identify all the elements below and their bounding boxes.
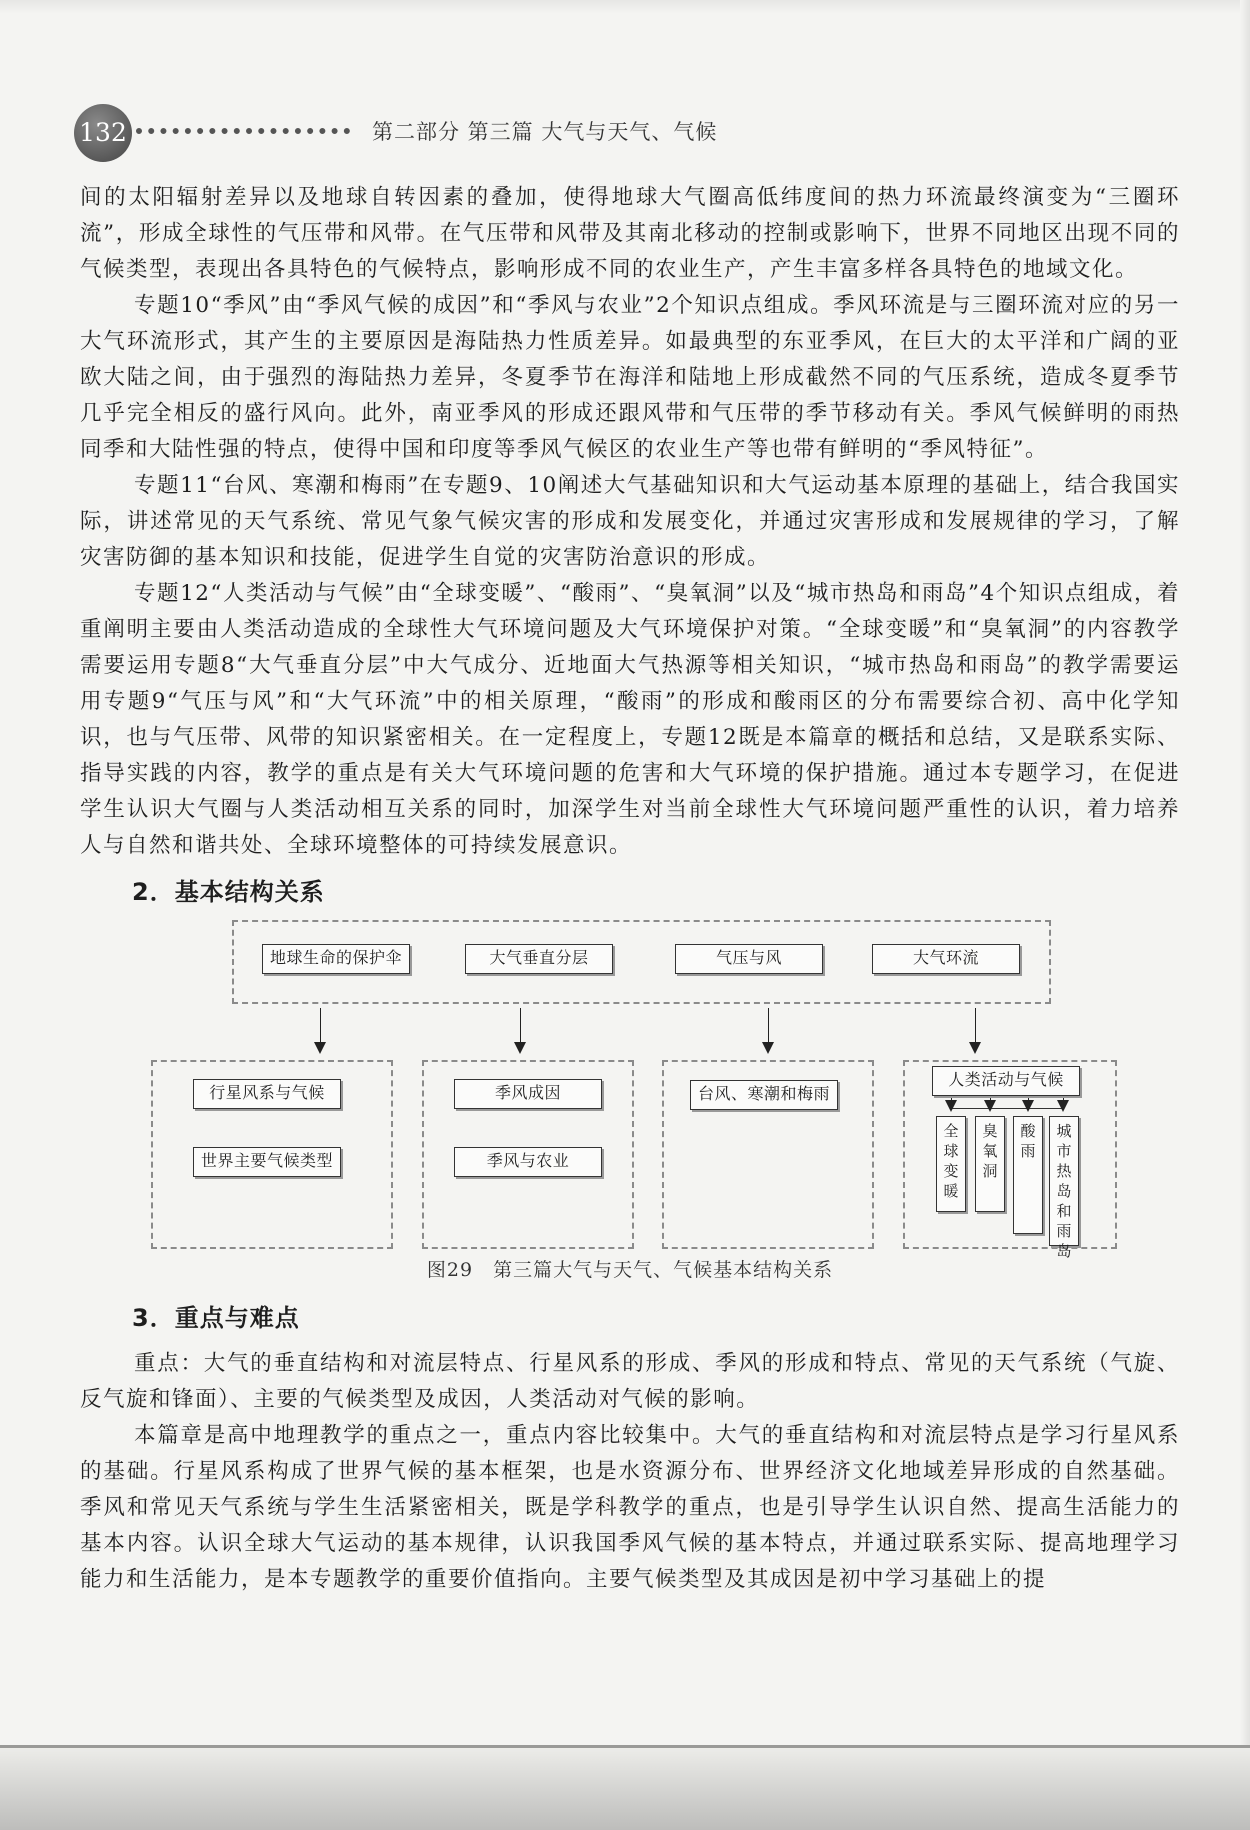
box-world-climate-types: 世界主要气候类型 [193,1147,341,1177]
section-2-heading: 2．基本结构关系 [132,878,325,906]
arrow-acid-rain [1028,1098,1029,1110]
vbox-urban-island [1049,1116,1079,1260]
label-urban-island: 城市热岛和雨岛 [1056,1122,1072,1260]
connector-line [951,1108,1063,1109]
arrow-global-warming [951,1098,952,1110]
arrow-1 [320,1008,321,1052]
vbox-ozone [975,1116,1005,1212]
label-ozone: 臭氧洞 [982,1122,998,1180]
page-number: 132 [74,104,132,162]
arrow-4 [975,1008,976,1052]
box-monsoon-cause: 季风成因 [454,1079,602,1109]
box-earth-protection: 地球生命的保护伞 [262,944,410,974]
paragraph-intro: 间的太阳辐射差异以及地球自转因素的叠加，使得地球大气圈高低纬度间的热力环流最终演变为“三圈环流”，形成全球性的气压带和风带。在气压带和风带及其南北移动的控制或影响下，世界不同地区出现不同的气候类型，表现出各具特色的气候特点，影响形成不同的农业生产，产生丰富多样各具特色的地域文化。 [80,185,1180,282]
label-acid-rain: 酸雨 [1020,1122,1036,1160]
page-header [74,104,774,160]
paragraph-overview: 本篇章是高中地理教学的重点之一，重点内容比较集中。大气的垂直结构和对流层特点是学习行星风系的基础。行星风系构成了世界气候的基本框架，也是水资源分布、世界经济文化地域差异形成的自然基础。季风和常见天气系统与学生生活紧密相关，既是学科教学的重点，也是引导学生认识自然、提高生活能力的基本内容。认识全球大气运动的基本规律，认识我国季风气候的基本特点，并通过联系实际、提高地理学习能力和生活能力，是本专题教学的重要价值指向。主要气候类型及其成因是初中学习基础上的提 [80,1423,1180,1592]
vbox-acid-rain [1013,1116,1043,1234]
figure-caption: 图29 第三篇大气与天气、气候基本结构关系 [426,1259,834,1281]
box-vertical-layers: 大气垂直分层 [465,944,613,974]
structure-diagram [80,920,1180,1290]
box-monsoon-agriculture: 季风与农业 [454,1147,602,1177]
vbox-global-warming [936,1116,966,1212]
box-pressure-wind: 气压与风 [675,944,823,974]
paragraph-topic10: 专题10“季风”由“季风气候的成因”和“季风与农业”2个知识点组成。季风环流是与三圈环流对应的另一大气环流形式，其产生的主要原因是海陆热力性质差异。如最典型的东亚季风，在巨大的太平洋和广阔的亚欧大陆之间，由于强烈的海陆热力差异，冬夏季节在海洋和陆地上形成截然不同的气压系统，造成冬夏季节几乎完全相反的盛行风向。此外，南亚季风的形成还跟风带和气压带的季节移动有关。季风气候鲜明的雨热同季和大陆性强的特点，使得中国和印度等季风气候区的农业生产等也带有鲜明的“季风特征”。 [80,293,1180,462]
header-dots [136,128,350,134]
label-global-warming: 全球变暖 [943,1122,959,1200]
page-top-edge [0,0,1250,14]
paragraph-key-points: 重点：大气的垂直结构和对流层特点、行星风系的形成、季风的形成和特点、常见的天气系统（气旋、反气旋和锋面）、主要的气候类型及成因，人类活动对气候的影响。 [80,1351,1180,1412]
arrow-ozone [990,1098,991,1110]
arrow-urban-island [1063,1098,1064,1110]
page-bottom-shadow [0,1748,1250,1830]
page-body [80,180,1180,1598]
paragraph-topic11: 专题11“台风、寒潮和梅雨”在专题9、10阐述大气基础知识和大气运动基本原理的基础上，结合我国实际，讲述常见的天气系统、常见气象气候灾害的形成和发展变化，并通过灾害形成和发展规律的学习，了解灾害防御的基本知识和技能，促进学生自觉的灾害防治意识的形成。 [80,473,1180,570]
box-human-climate: 人类活动与气候 [932,1066,1080,1096]
box-planetary-wind-climate: 行星风系与气候 [193,1079,341,1109]
section-3-heading: 3．重点与难点 [132,1304,300,1332]
arrow-2 [520,1008,521,1052]
header-title: 第二部分 第三篇 大气与天气、气候 [372,120,718,144]
box-circulation: 大气环流 [872,944,1020,974]
arrow-3 [768,1008,769,1052]
paragraph-topic12: 专题12“人类活动与气候”由“全球变暖”、“酸雨”、“臭氧洞”以及“城市热岛和雨岛”4个知识点组成，着重阐明主要由人类活动造成的全球性大气环境问题及大气环境保护对策。“全球变暖”和“臭氧洞”的内容教学需要运用专题8“大气垂直分层”中大气成分、近地面大气热源等相关知识，“城市热岛和雨岛”的教学需要运用专题9“气压与风”和“大气环流”中的相关原理，“酸雨”的形成和酸雨区的分布需要综合初、高中化学知识，也与气压带、风带的知识紧密相关。在一定程度上，专题12既是本篇章的概括和总结，又是联系实际、指导实践的内容，教学的重点是有关大气环境问题的危害和大气环境的保护措施。通过本专题学习，在促进学生认识大气圈与人类活动相互关系的同时，加深学生对当前全球性大气环境问题严重性的认识，着力培养人与自然和谐共处、全球环境整体的可持续发展意识。 [80,581,1180,858]
page-right-edge [1240,0,1250,1830]
box-typhoon-cold-wave-meiyu: 台风、寒潮和梅雨 [690,1080,838,1110]
